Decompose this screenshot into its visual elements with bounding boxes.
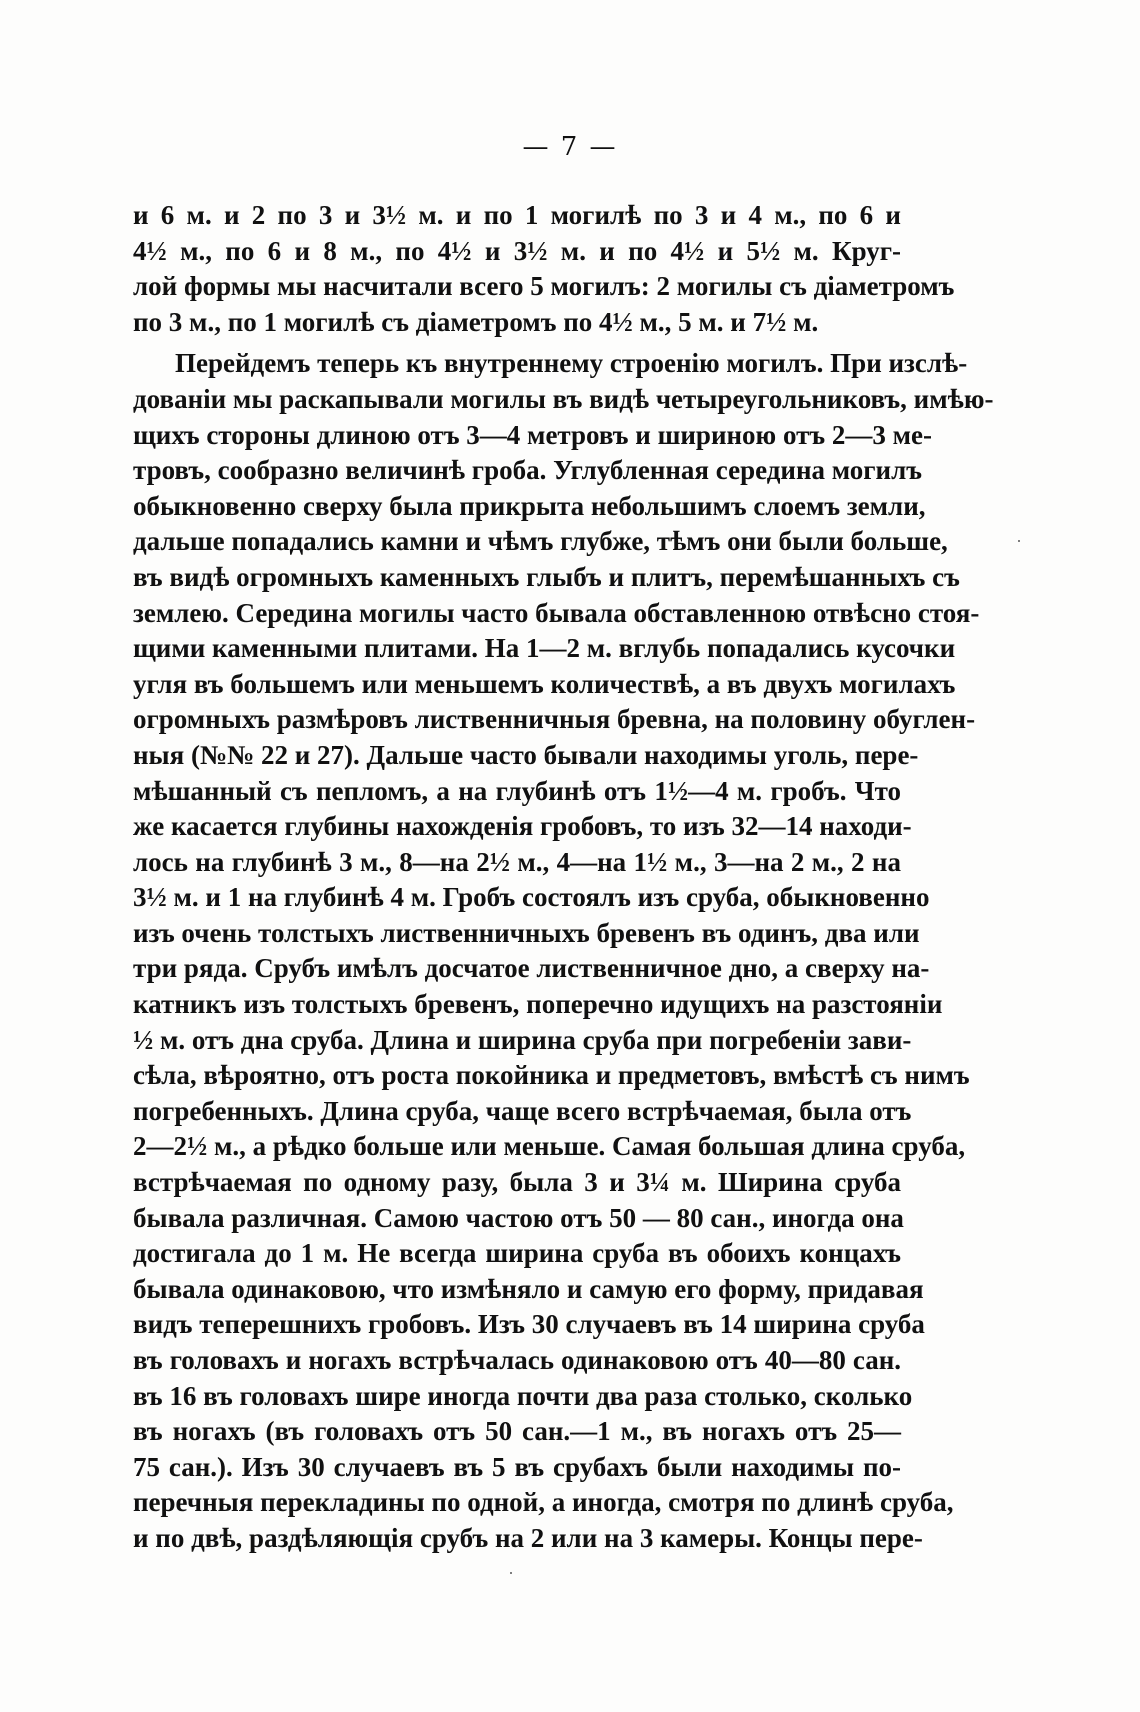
scan-speck [1018, 540, 1020, 542]
page-number: — 7 — [522, 132, 618, 162]
text-line: тровъ, сообразно величинѣ гроба. Углубленная середина могилъ [133, 455, 922, 486]
text-line: 4½ м., по 6 и 8 м., по 4½ и 3½ м. и по 4½ и 5½ м. Круг- [133, 235, 901, 266]
text-line: бывала различная. Самою частою отъ 50 — 80 сан., иногда она [133, 1202, 904, 1233]
text-line: три ряда. Срубъ имѣлъ досчатое лиственничное дно, а сверху на- [133, 953, 930, 984]
text-line: въ ногахъ (въ головахъ отъ 50 сан.—1 м., въ ногахъ отъ 25— [133, 1416, 901, 1447]
text-line: изъ очень толстыхъ лиственничныхъ бревенъ въ одинъ, два или [133, 917, 920, 948]
text-line: обыкновенно сверху была прикрыта небольшимъ слоемъ земли, [133, 490, 926, 521]
text-line: достигала до 1 м. Не всегда ширина сруба въ обоихъ концахъ [133, 1238, 901, 1269]
text-line: погребенныхъ. Длина сруба, чаще всего встрѣчаемая, была отъ [133, 1095, 912, 1126]
text-line: видъ теперешнихъ гробовъ. Изъ 30 случаевъ въ 14 ширина сруба [133, 1309, 925, 1340]
text-line: 3½ м. и 1 на глубинѣ 4 м. Гробъ состоялъ изъ сруба, обыкновенно [133, 882, 930, 913]
text-line: ½ м. отъ дна сруба. Длина и ширина сруба при погребеніи зави- [133, 1024, 912, 1055]
text-line: 75 сан.). Изъ 30 случаевъ въ 5 въ срубахъ были находимы по- [133, 1451, 901, 1482]
text-line: по 3 м., по 1 могилѣ съ діаметромъ по 4½ м., 5 м. и 7½ м. [133, 306, 819, 337]
text-line: лось на глубинѣ 3 м., 8—на 2½ м., 4—на 1½ м., 3—на 2 м., 2 на [133, 846, 901, 877]
text-line: дальше попадались камни и чѣмъ глубже, тѣмъ они были больше, [133, 526, 948, 557]
text-line: сѣла, вѣроятно, отъ роста покойника и предметовъ, вмѣстѣ съ нимъ [133, 1060, 970, 1091]
text-line: катникъ изъ толстыхъ бревенъ, поперечно идущихъ на разстояніи [133, 989, 943, 1020]
text-line: Перейдемъ теперь къ внутреннему строенію могилъ. При изслѣ- [175, 348, 968, 379]
text-line: 2—2½ м., а рѣдко больше или меньше. Самая большая длина сруба, [133, 1131, 966, 1162]
text-line: огромныхъ размѣровъ лиственничныя бревна, на половину обуглен- [133, 704, 976, 735]
text-line: въ видѣ огромныхъ каменныхъ глыбъ и плитъ, перемѣшанныхъ съ [133, 561, 960, 592]
text-line: щими каменными плитами. На 1—2 м. вглубь попадались кусочки [133, 633, 956, 664]
text-line: въ головахъ и ногахъ встрѣчалась одинаковою отъ 40—80 сан. [133, 1345, 901, 1375]
text-line: бывала одинаковою, что измѣняло и самую его форму, придавая [133, 1273, 924, 1304]
text-line: же касается глубины нахожденія гробовъ, то изъ 32—14 находи- [133, 811, 912, 842]
text-line: угля въ большемъ или меньшемъ количествѣ, а въ двухъ могилахъ [133, 668, 956, 699]
text-line: и по двѣ, раздѣляющія срубъ на 2 или на 3 камеры. Концы пере- [133, 1522, 923, 1553]
text-line: щихъ стороны длиною отъ 3—4 метровъ и шириною отъ 2—3 ме- [133, 419, 932, 450]
body-text [133, 198, 994, 1557]
scan-speck [510, 1572, 512, 1574]
text-line: въ 16 въ головахъ шире иногда почти два раза столько, сколько [133, 1380, 913, 1411]
text-line: и 6 м. и 2 по 3 и 3½ м. и по 1 могилѣ по 3 и 4 м., по 6 и [133, 200, 901, 230]
text-line: дованіи мы раскапывали могилы въ видѣ четыреугольниковъ, имѣю- [133, 383, 994, 414]
text-line: перечныя перекладины по одной, а иногда, смотря по длинѣ сруба, [133, 1487, 954, 1518]
text-line: мѣшанный съ пепломъ, а на глубинѣ отъ 1½—4 м. гробъ. Что [133, 775, 901, 806]
text-line: лой формы мы насчитали всего 5 могилъ: 2 могилы съ діаметромъ [133, 271, 955, 302]
text-line: ныя (№№ 22 и 27). Дальше часто бывали находимы уголь, пере- [133, 739, 919, 770]
text-line: землею. Середина могилы часто бывала обставленною отвѣсно стоя- [133, 597, 980, 628]
text-line: встрѣчаемая по одному разу, была 3 и 3¼ м. Ширина сруба [133, 1167, 901, 1198]
